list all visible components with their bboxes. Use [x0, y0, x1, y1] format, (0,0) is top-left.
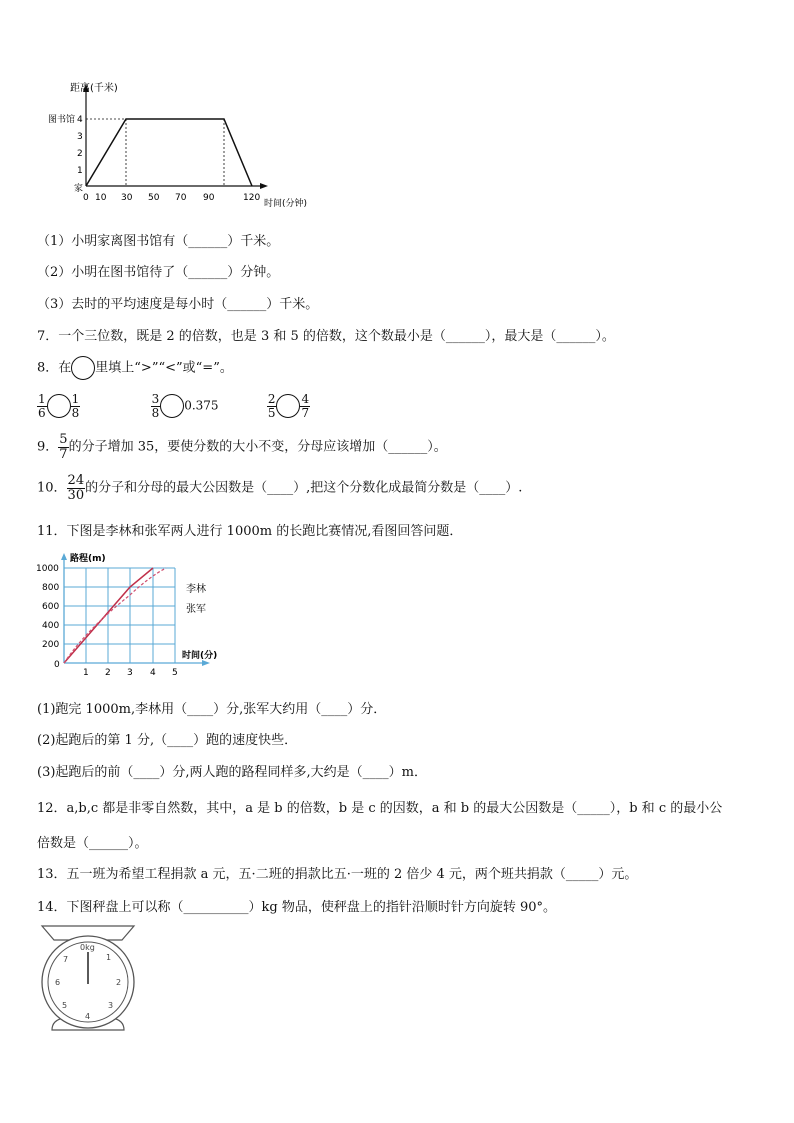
y-tick: 4	[77, 115, 83, 125]
svg-text:2: 2	[116, 978, 122, 987]
y-tick: 3	[77, 132, 83, 142]
question-8: 8．在 里填上“>”“<”或“=”。	[37, 356, 233, 380]
question-9: 9． $\frac{5}{7}$ 的分子增加 35，要使分数的大小不变，分母应该增加（______）。	[37, 432, 447, 462]
x-tick: 120	[243, 193, 261, 203]
y-tick: 600	[42, 602, 60, 612]
svg-text:4: 4	[85, 1012, 91, 1021]
question-12-line2: 倍数是（______）。	[37, 836, 148, 851]
svg-text:1: 1	[106, 953, 112, 962]
compare-circle	[276, 394, 300, 418]
y-axis-label: 路程(m)	[70, 554, 106, 564]
compare-circle	[47, 394, 71, 418]
distance-time-chart	[40, 78, 330, 216]
q11-sub1: (1)跑完 1000m,李林用（____）分,张军大约用（____）分．	[37, 702, 387, 717]
svg-text:5: 5	[62, 1001, 68, 1010]
question-14: 14．下图秤盘上可以称（__________）kg 物品，使秤盘上的指针沿顺时针方向旋转 90°。	[37, 900, 557, 915]
x-tick: 5	[172, 668, 178, 678]
y-tick: 0	[54, 660, 60, 670]
svg-text:6: 6	[55, 978, 61, 987]
svg-text:7: 7	[63, 955, 69, 964]
y-axis-label: 距离(千米)	[70, 83, 118, 94]
x-tick: 3	[127, 668, 133, 678]
question-12-line1: 12．a,b,c 都是非零自然数，其中，a 是 b 的倍数，b 是 c 的因数，a 和 b 的最大公因数是（_____），b 和 c 的最小公	[37, 801, 723, 816]
zhang-jun-line	[64, 568, 166, 663]
x-tick: 1	[83, 668, 89, 678]
x-tick: 10	[95, 193, 107, 203]
legend-li-lin: 李林	[186, 584, 206, 595]
question-7: 7．一个三位数，既是 2 的倍数，也是 3 和 5 的倍数，这个数最小是（______），最大是（______）。	[37, 329, 615, 344]
y-tick: 2	[77, 149, 83, 159]
x-tick: 0	[83, 193, 89, 203]
x-tick: 70	[175, 193, 187, 203]
x-axis-label: 时间(分)	[182, 651, 218, 661]
y-tick: 1000	[36, 564, 59, 574]
scale-dial	[38, 922, 138, 1038]
distance-line	[86, 119, 252, 186]
question-13: 13．五一班为希望工程捐款 a 元，五·二班的捐款比五·一班的 2 倍少 4 元，两个班共捐款（_____）元。	[37, 867, 638, 882]
q6-sub2: （2）小明在图书馆待了（______）分钟。	[37, 265, 280, 280]
x-tick: 4	[150, 668, 156, 678]
compare-circle	[71, 356, 95, 380]
x-tick: 50	[148, 193, 160, 203]
x-tick: 30	[121, 193, 133, 203]
race-chart	[34, 550, 244, 680]
q11-sub3: (3)起跑后的前（____）分,两人跑的路程同样多,大约是（____）m．	[37, 765, 428, 780]
x-axis-arrow	[260, 183, 268, 189]
y-tick: 200	[42, 640, 60, 650]
x-tick: 2	[105, 668, 111, 678]
y-tick: 800	[42, 583, 60, 593]
zero-kg-label: 0kg	[80, 943, 95, 952]
q6-sub3: （3）去时的平均速度是每小时（______）千米。	[37, 297, 319, 312]
legend-zhang-jun: 张军	[186, 604, 206, 615]
library-label: 图书馆	[48, 115, 76, 125]
x-axis-label: 时间(分钟)	[264, 199, 308, 209]
q8-comparisons: $\frac{1}{6}$ $\frac{1}{8}$ $\frac{3}{8}$ 0.375 $\frac{2}{5}$ $\frac{4}{7}$	[38, 392, 310, 420]
svg-text:3: 3	[108, 1001, 114, 1010]
compare-circle	[160, 394, 184, 418]
q6-sub1: （1）小明家离图书馆有（______）千米。	[37, 234, 280, 249]
x-tick: 90	[203, 193, 215, 203]
y-tick: 1	[77, 166, 83, 176]
q11-sub2: (2)起跑后的第 1 分,（____）跑的速度快些．	[37, 733, 298, 748]
question-11: 11．下图是李林和张军两人进行 1000m 的长跑比赛情况,看图回答问题．	[37, 524, 463, 539]
y-tick: 400	[42, 621, 60, 631]
home-label: 家	[74, 184, 84, 194]
question-10: 10． $\frac{24}{30}$ 的分子和分母的最大公因数是（____）,把这个分数化成最简分数是（____）.	[37, 473, 523, 503]
